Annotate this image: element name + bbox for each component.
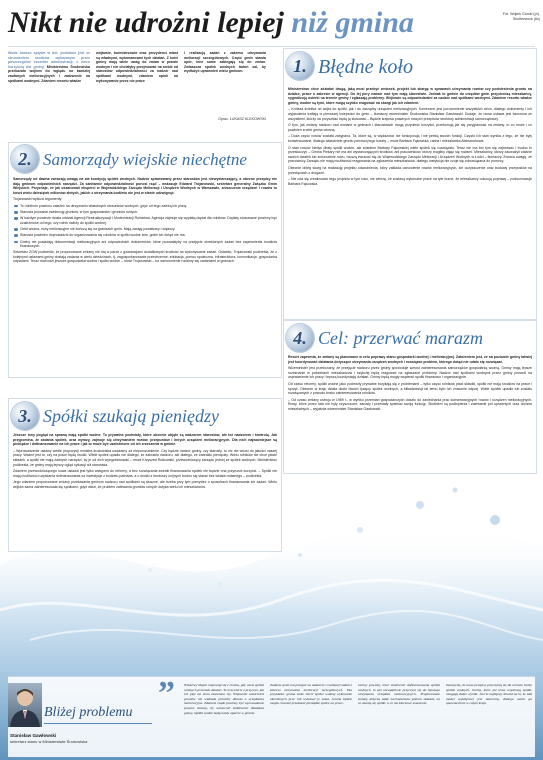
bottom-column: Gminy powinny mieć możliwość dofinansowania spółek wodnych, to zaś niewątpliwie przyczyni się do lepszego utrzymania urządzeń melioracyjnych. Proponowane zmiany dotyczą także mechanizmów poboru składek, na co skarżą się spółki, a co ma kluczowe znaczenie.: [358, 683, 440, 706]
section-2-lead: Samorządy od dawna zwracają uwagę na zła kondycję spółek wodnych. Nadzór sprawowany przez starostów jest niewystarczający, a obecne przepisy nie dają gminom odpowiednich narzędzi. Za sanitarnie odpowiedzialność ponosi rząd – wskazuje Edward Trojanowski, sekretarz generalny Związku Gmin Wiejskich. Przyznaje, że jak oszacowali eksperci w Wojewódzkiego Zarządu Melioracji i Urządzeń Wodnych w Warszawie, zniszczenie urządzeń i rowów to koszt wielu dziesiątek milionów złotych, jakich z utrzymania budżetu nie jest w stanie udźwignąć.: [13, 177, 277, 195]
section-3-paragraph: Jego zdaniem proponowane zmiany przekazania gminom nadzoru nad spółkami są słuszne, ale trzeba przy tym pomyśleć o sposobach finansowania ich zadań. Wielu wójtów sama zainteresowała się spółkami, gdyż widzi, że problem zalewania gruntów rolnych dotyka wielu ich mieszkańców.: [13, 480, 277, 489]
bottom-heading-rule: [44, 723, 152, 724]
section-3-paragraph: Zdaniem przewodniczącego nowa ustawa jest tylko wstępem do reformy, a bez rozwiązania kwestii finansowania spółek nie będzie ona przynosić korzyści. – Spółki nie mają możliwości uzyskania dofinansowania na inwestycje z budżetu państwa, a o środki z funduszy unijnych trudno się starać bez wkładu własnego – podkreśla.: [13, 469, 277, 478]
section-2: [8, 142, 282, 378]
intro-section: [8, 51, 280, 151]
section-4-paragraph: – Od czasu zmiany ustroju w 1989 r., w wyniku przemian gospodarczych doszło do zaniechania prac konserwacyjnych rowów i urządzeń melioracyjnych. Rowy, które przez lata nie były czyszczone, zarosły i przestały spełniać swoją funkcję. Skutkiem są podtopienia i zalewanie pól uprawnych oraz domów mieszkalnych – wyjaśnia wiceminister Stanisław Gawłowski.: [288, 397, 532, 411]
list-item: Starosta powinien doprowadzić do organizowania się rolników w spółki wodne tam, gdzie ich dotąd nie ma.: [20, 233, 277, 238]
section-1-paragraph: – Krótsza ścieżka od wójta do spółki, jak i do zarządcy urządzeń melioracyjnych. Konieczne jest porozumienie wszystkich stron, dlatego dokumenty i ich wyjaśnienia trafiają w pierwszej kolejności do gmin – tłumaczy wiceminister Środowiska Stanisław Gawłowski. Dodaje, że nowa ustawa jest tworzona ze wszystkimi, którzy na przyszłość będą ją stosować – Będzie krajowa prawnych nowych przepisów struktury administracji samorządowej.: [288, 107, 532, 121]
section-3: [8, 398, 282, 552]
bottom-column: Zadanie gmin ma polegać na nadzorze i realizacji zadań z zakresu utrzymania melioracji szczegółowych. Dla przykładu: gmina może zlecić spółce wodnej wykonanie określonych prac lub wykonać je sama. Gmina będzie mogła również przekazać pieniądze spółce na prace.: [270, 683, 352, 706]
bottom-heading: Bliżej problemu: [44, 705, 133, 720]
section-1-number: 1.: [286, 52, 314, 80]
bottom-section: [8, 676, 535, 757]
intro-col1-lead: Woda zawsze spływa w dół, podobnie jest ze strumieniem środków wykazanym przez poszczególne szczeble administracji, z nieco korzyścią dla gminy.: [8, 51, 90, 69]
section-1-lead: Ministerstwo chce zdziałać drugą, jaką musi przebyć wniosek, projekt lub skargę w sprawach utrzymania rowów czy podniesienia gruntu na działce, prace o zakresie w agencji. Do tej pory nadzór nad tym mają starostwie. Jednak to gminie do urzędów gmin przychodzą mieszkańcy, sygnalizują usterki na terenie gminy i zgłaszają problemy. Wójtowie są odpowiedzialni za nadzór nad spółkami wodnymi. Zdaniem resortu władze gminy, wodne są tymi, które mogą szybko reagować na skargi jak ich zdaniem.: [288, 87, 532, 105]
intro-col3: [184, 51, 266, 115]
section-2-title: Samorządy wiejskie niechętne: [43, 150, 247, 169]
section-1-text: [288, 87, 532, 317]
bottom-column: Właściwy kłopot rozpoczął się z chwilą, gdy wiele spółek wodnych przestało działać. To oczywiście z przyczyn, jak ich pięć lat temu obawiano się. Większość właścicieli gruntów nie widziała potrzeby dbania o urządzenia melioracyjne. Zdaniem rządu powinny być wprowadzone prawne zmiany, by wzmocnić możliwości działania gminy. Spółki wodne będą miały oparcie w gminie.: [184, 683, 264, 715]
section-4-number: 4.: [286, 324, 314, 352]
section-4-paragraph: Od czasu reformy, spółki wodne jako podmioty prywatne borykają się z problemami – tylko część rolników płaci składki, spółki nie mają środków na prace i sprzęt. Obecnie w kraju działa około dwóch tysięcy spółek wodnych, a kilkadziesiąt lat temu było ich znacznie więcej. Wiele spółek upadło lub zostało rozwiązanych z powodu braku zainteresowania rolników.: [288, 381, 532, 396]
section-1-paragraph: – Nie uda się zrealizować tego projektu w tym roku, nie wierzę, że zostaną wykonane prace na tyle liczne, że mieszkańcy odczują poprawę – podsumowuje Barbara Fąkowska.: [288, 177, 532, 186]
section-4: [283, 320, 537, 474]
section-1-paragraph: – Duża część rowów została zasypana. Ta, które są, w większości nie funkcjonują i nie pełnią swoich funkcji. Często ich stan wynika z tego, że nie były konserwowane, dlatego właściciele gruntu ponoszą tego koszty – mówi Barbara Fąkowska, radna i mieszkanka Aleksandrowa.: [288, 134, 532, 143]
list-item: Gminy nie posiadają dokumentacji melioracyjnych ani odpowiednich dokumentów, które pozwalałyby na przejęcie określonych zadań bez zapewnienia środków finansowych.: [20, 239, 277, 249]
section-1-paragraph: O tym, jak zmiany nadzoru nad wodami w gminach i starostwach mogą przynieść korzyści, przekonują jak się przygotować na zmiany, to co może i co powinien zrobić gmina wiosną.: [288, 123, 532, 132]
list-item: Starosta prowadzi ewidencję gruntów, w tym gospodarstw i gruntów rolnych.: [20, 210, 277, 215]
section-3-number: 3.: [11, 402, 39, 430]
list-item: W każdym powiecie działa oddział Agencji Restrukturyzacji i Modernizacji Rolnictwa. Agencja zajmuje się wypłatą dopłat dla rolników. Dopłaty stosowane powinny być uzależnione od tego, czy rolnik należy do spółki wodnej.: [20, 216, 277, 225]
person-role: sekretarz stanu w Ministerstwie Środowiska: [10, 739, 88, 744]
person-photo-icon: [8, 683, 42, 727]
photo-credit-line2: Shutterstock (tło): [512, 16, 540, 21]
section-2-bullets-intro: Trojanowski wylicza argumenty:: [13, 197, 63, 202]
photo-credit-line1: Fot. Wojtek Górski (pr),: [502, 12, 540, 16]
section-2-text: [13, 177, 277, 375]
section-1-title: Błędne koło: [318, 56, 413, 78]
intro-col1: [8, 51, 90, 149]
section-3-title: Spółki szukają pieniędzy: [43, 406, 219, 426]
section-2-bullet-list: [13, 204, 277, 249]
bottom-column: Szacujemy, że nowe przepisy przyczynią się do wzrostu liczby spółek wodnych. Gminy, które już teraz wspierają spółki, osiągają dobre wyniki. Jest to najlepszy dowód na to, że taki model współpracy jest skuteczny, dlatego warto go upowszechnić w całym kraju.: [446, 683, 532, 706]
person-name: Stanisław Gawłowski: [10, 733, 57, 738]
list-item: To rolnikom powinno zależeć na utrzymaniu właściwych stosunków wodnych, gdyż od tego zależą ich plony.: [20, 204, 277, 209]
avatar: [8, 683, 42, 727]
section-4-text: [288, 355, 532, 471]
section-2-number: 2.: [11, 145, 39, 173]
section-1-paragraph: Obecnie obieg skarg na realizację projektu odwodnienia, który zakłada odnowienie rowów melioracyjnych, ich oczyszczenie oraz budowę przepustów na przecięciach z drogami.: [288, 165, 532, 175]
section-4-lead: Resort zapewnia, że zmiany są planowane w celu poprawy stanu gospodarki wodnej i melioracyjnej. Założeniem jest, że na poziomie gminy łatwiej jest koordynować działania dotyczące utrzymania urządzeń wodnych i rozwiązać problem, którego dotąd nie udało się rozwiązać.: [288, 355, 532, 364]
section-3-lead: Jeszcze inny pogląd na sprawę mają spółki wodne. To prywatne podmioty, które obecnie objęte są nadzorem starostów, ale też nadzorem i kontrolą. Jak przypomina, że zadania spółek, oraz wyrazy, zajmuje się utrzymaniem rowów, przepustów i innych urządzeń melioracyjnych. Dla nich najważniejsze są pieniądze i dofinansowanie na ich prace i jak to może być uzależnione od ich zrzeszenia w gminie.: [13, 433, 277, 447]
section-3-text: [13, 433, 277, 549]
section-1-paragraph: O stan rowów kiedyś dbały spółki wodne, ale zdaniem Barbary Fąkowskiej wiele spółek się rozwiązało. Teraz nie ma kto tym się zajmować i trudno to przeskoczyć – Gmina Piekary nie ma ani wystarczających środków, ani pracowników, którzy mogliby zająć się rowami. Mieszkańcy, którzy zauważyli zalanie swoich działek lub zniszczenie rowu, muszą zwracać się do Wojewódzkiego Zarządu Melioracji i Urządzeń Wodnych w Łodzi – tłumaczy. Zwraca uwagę, że pracownicy Zarządu nie mają możliwości reagowania na zgłoszenia mieszkańców, dlatego instytucja nie czuje się zobowiązana do pomocy.: [288, 145, 532, 164]
section-4-title: Cel: przerwać marazm: [318, 328, 483, 348]
intro-col2-text: wójtowie, burmistrzowie oraz prezydenci miast są władnymi, wykonawcami tych działań. Z kolei gminy mają wiele uwag do zmian w prawie wodnym i nie chciałyby przejmować na siebie od starostów odpowiedzialności za nadzór nad spółkami wodnymi, zdaniem opinii na wykonywanie przez nie prace: [96, 51, 178, 83]
intro-col1-bold: Ministerstwo Środowiska przekazało wójtom do wglądu na bardziej zaufanych melioracyjnych i zadzwonić na spółkami wodnymi. Zdaniem resortu władze: [8, 64, 90, 83]
list-item: Ciekł wodna, rowy melioracyjne nie kończą się na granicach gmin. Mają zasięg powiatowy i większy.: [20, 227, 277, 232]
intro-col3-text: i realizację zadań z zakresu utrzymania melioracji szczegółowych. Część gmin stawia opór, inne same zabiegają się do zmian. Zwłaszcza spółek wodnych tarbiń sal, by wydłużyć uprawnień wielu gminom.: [184, 51, 266, 74]
title-main: Nikt nie udrożni lepiej: [8, 6, 284, 39]
title-accent: niż gmina: [291, 6, 414, 39]
section-2-paragraph: Sekretarz ZGW podkreśla, że proponowane zmiany nie idą w parze z gwarancjami dodatkowych środków na wykonywanie zadań. Ostatnio, Trojanowski podkreśla, że z kolejnymi ustawami gminy dostają zadania w wielu dziedzinach, tj. zagospodarowanie przestrzenne, edukacja, pomoc społeczna, infrastruktura, komunikacja, gospodarka odpadami. Teraz dochodzi jeszcze gospodarka wodna i spółki wodne – mówi Trojanowski – bo wzmocnienie rodzimy się zadaniami w gminach.: [13, 250, 277, 264]
quote-mark-icon: ”: [158, 675, 175, 712]
section-1: [283, 48, 537, 320]
intro-col2: [96, 51, 178, 149]
intro-author: Oprac. ŁUKASZ KLEKOWSKI: [218, 117, 266, 121]
section-4-paragraph: Wiceminister jest przekonany, że przejęcie nadzoru przez gminy spowoduje wzrost zainteresowania samorządów gospodarką wodną. Gminy mają lepsze rozeznanie w potrzebach mieszkańców i szybciej będą reagować na zgłaszane problemy. Nadzór nad spółkami wodnymi przez gminy pozwoli na usprawnienie ich pracy i lepszą koordynację działań. Gminy będą mogły wspierać spółki finansowo i organizacyjnie.: [288, 366, 532, 380]
section-3-paragraph: – Wprowadzenie ustawy wedle propozycji ministra środowiska uważamy za nieporozumienie. Czy będzie nadzór gminy, czy starosty, to nic nie wnosi do jakości naszej pracy. Ważne jest to, czy na prace będą środki. Wiele spółek upadło nie dlatego, że zabrakło nadzoru, ale dlatego, że zabrakło pieniędzy. Wielu rolników nie chce płacić składek, a spółki nie mają żadnych narzędzi, by je od nich wyegzekwować – mówi Krzysztof Rutkowski, przewodniczący zarządu jednej ze spółek wodnych. Ministerstwo podkreśla, że gminy mają lepszy ogląd sytuacji niż starostwa.: [13, 448, 277, 467]
